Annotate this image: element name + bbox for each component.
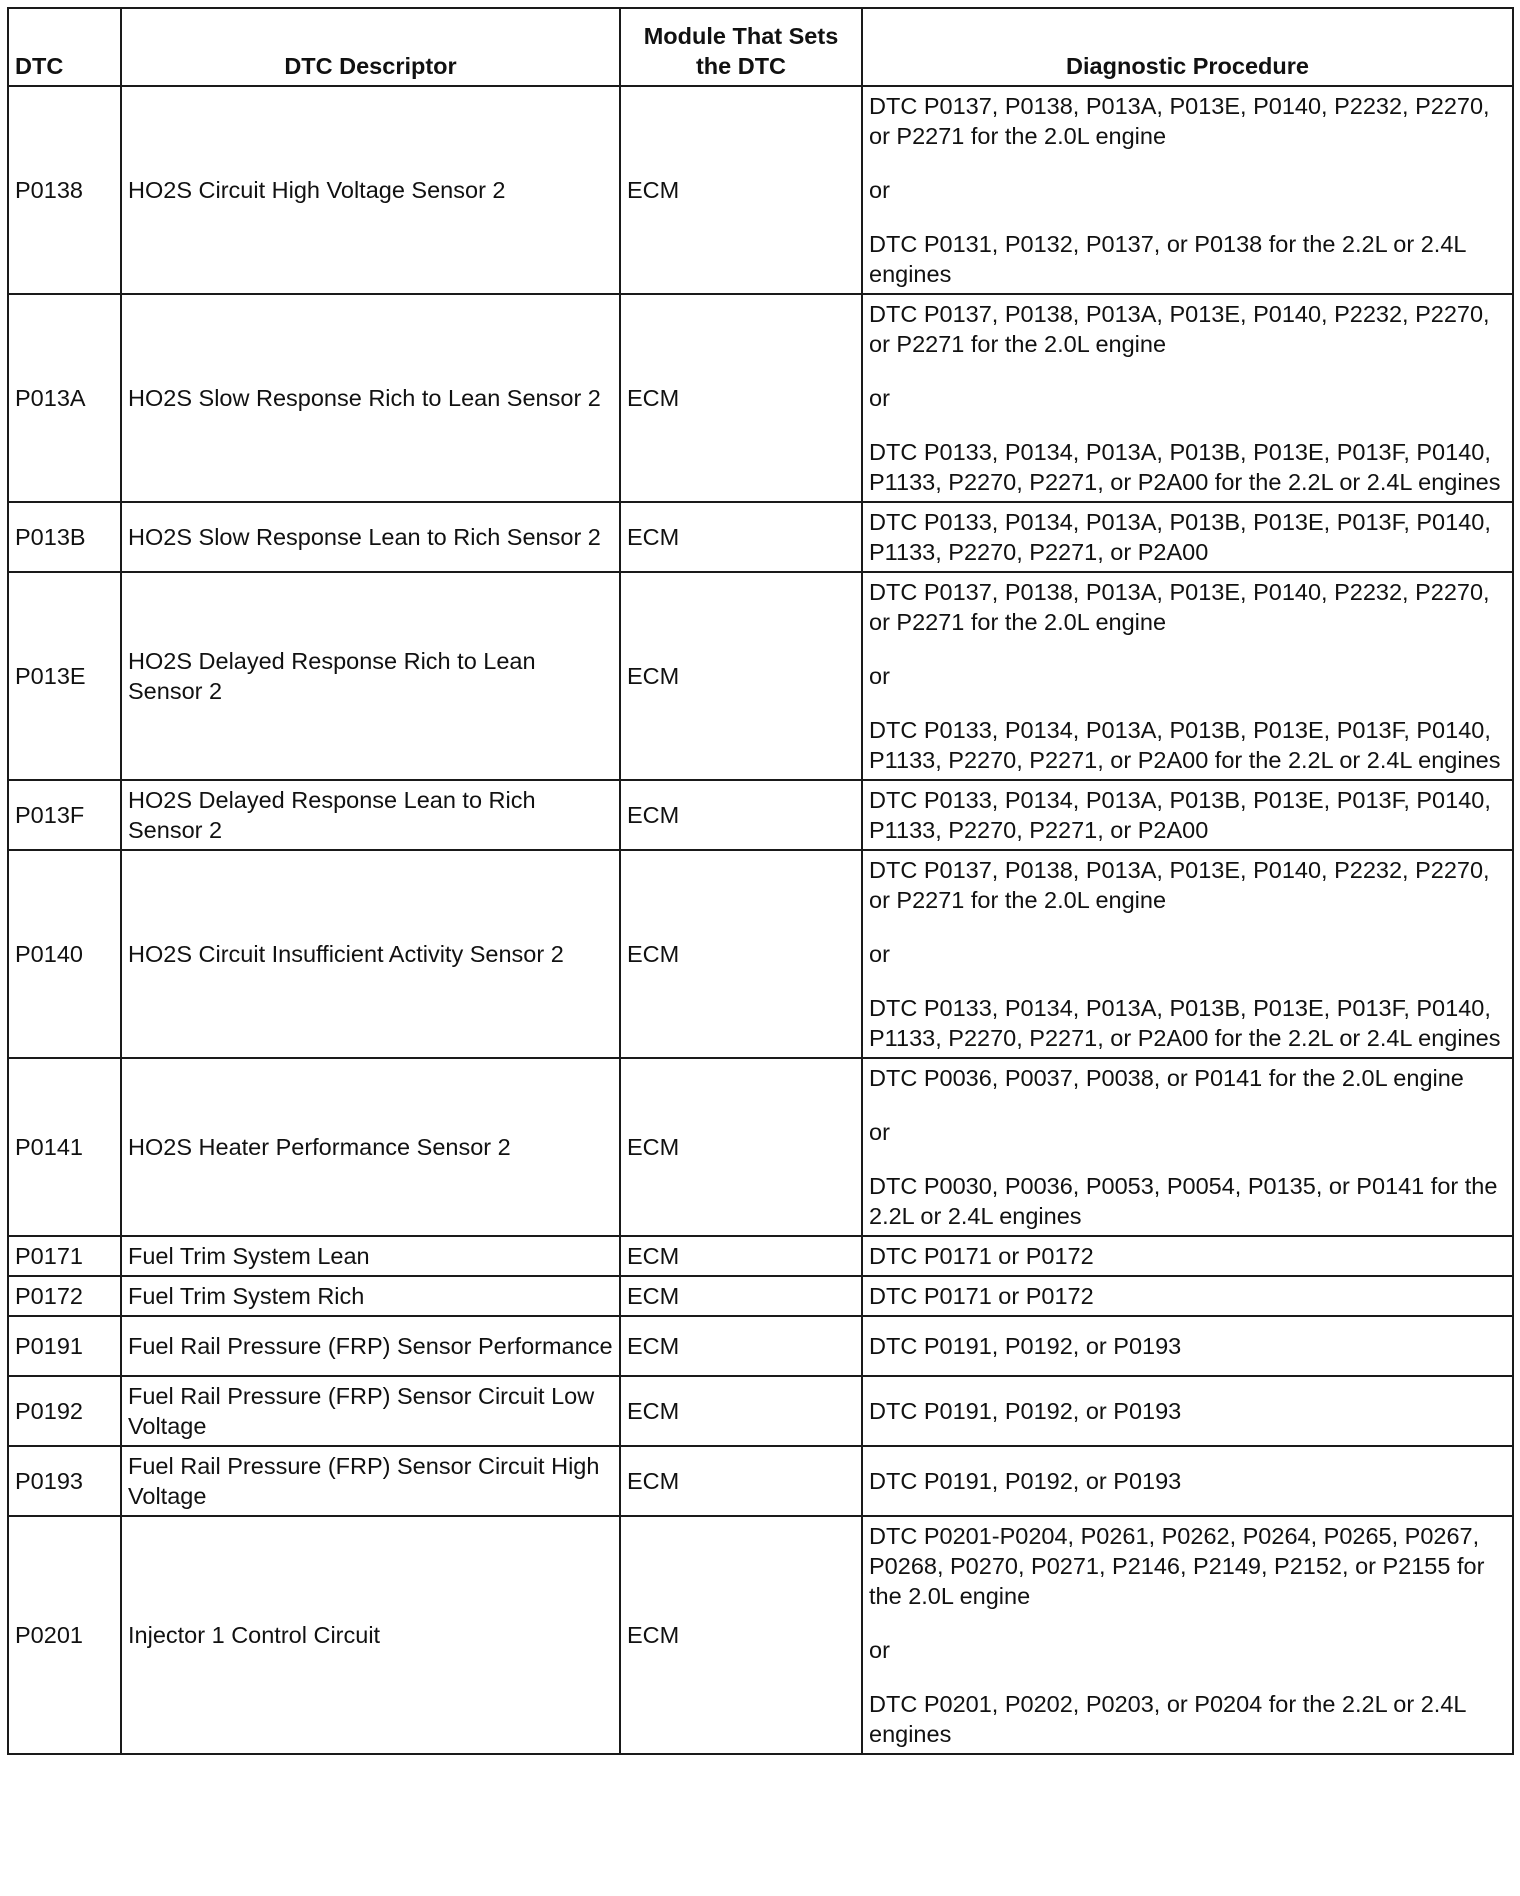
diagnostic-procedure-cell <box>862 1376 1513 1446</box>
table-row <box>8 1316 1513 1376</box>
diagnostic-procedure-cell <box>862 572 1513 780</box>
table-row <box>8 502 1513 572</box>
table-header <box>8 8 1513 86</box>
module-cell: ECM <box>620 780 862 850</box>
header-row <box>8 8 1513 86</box>
procedure-paragraph: DTC P0137, P0138, P013A, P013E, P0140, P2232, P2270, or P2271 for the 2.0L engine <box>869 857 1490 913</box>
dtc-code-cell: P0141 <box>8 1058 121 1236</box>
module-cell: ECM <box>620 294 862 502</box>
dtc-table <box>7 7 1514 1755</box>
header-procedure: Diagnostic Procedure <box>862 8 1513 86</box>
dtc-code-cell: P013E <box>8 572 121 780</box>
dtc-descriptor-cell: Fuel Rail Pressure (FRP) Sensor Performance <box>121 1316 620 1376</box>
dtc-descriptor-cell: Fuel Rail Pressure (FRP) Sensor Circuit High Voltage <box>121 1446 620 1516</box>
diagnostic-procedure-cell <box>862 1058 1513 1236</box>
dtc-code-cell: P0140 <box>8 850 121 1058</box>
diagnostic-procedure-cell <box>862 1316 1513 1376</box>
procedure-paragraph: or <box>869 1637 890 1663</box>
module-cell: ECM <box>620 1376 862 1446</box>
dtc-code-cell: P0192 <box>8 1376 121 1446</box>
dtc-code-cell: P0172 <box>8 1276 121 1316</box>
table-row <box>8 1276 1513 1316</box>
dtc-code-cell: P013A <box>8 294 121 502</box>
procedure-paragraph: DTC P0191, P0192, or P0193 <box>869 1398 1182 1424</box>
module-cell: ECM <box>620 1276 862 1316</box>
dtc-descriptor-cell: HO2S Circuit Insufficient Activity Sensor 2 <box>121 850 620 1058</box>
dtc-descriptor-cell: HO2S Delayed Response Rich to Lean Sensor 2 <box>121 572 620 780</box>
dtc-descriptor-cell: Fuel Trim System Lean <box>121 1236 620 1276</box>
dtc-code-cell: P0193 <box>8 1446 121 1516</box>
diagnostic-procedure-cell <box>862 86 1513 294</box>
module-cell: ECM <box>620 1516 862 1754</box>
header-descriptor: DTC Descriptor <box>121 8 620 86</box>
procedure-paragraph: or <box>869 385 890 411</box>
module-cell: ECM <box>620 86 862 294</box>
table-row <box>8 294 1513 502</box>
dtc-code-cell: P0191 <box>8 1316 121 1376</box>
procedure-paragraph: DTC P0201, P0202, P0203, or P0204 for the 2.2L or 2.4L engines <box>869 1691 1466 1747</box>
diagnostic-procedure-cell <box>862 1236 1513 1276</box>
procedure-paragraph: DTC P0133, P0134, P013A, P013B, P013E, P013F, P0140, P1133, P2270, P2271, or P2A00 for the 2.2L or 2.4L engines <box>869 439 1501 495</box>
procedure-paragraph: DTC P0133, P0134, P013A, P013B, P013E, P013F, P0140, P1133, P2270, P2271, or P2A00 <box>869 509 1491 565</box>
dtc-descriptor-cell: HO2S Circuit High Voltage Sensor 2 <box>121 86 620 294</box>
table-row <box>8 1058 1513 1236</box>
table-row <box>8 850 1513 1058</box>
module-cell: ECM <box>620 572 862 780</box>
table-row <box>8 1516 1513 1754</box>
module-cell: ECM <box>620 850 862 1058</box>
procedure-paragraph: or <box>869 663 890 689</box>
dtc-descriptor-cell: HO2S Heater Performance Sensor 2 <box>121 1058 620 1236</box>
procedure-paragraph: DTC P0201-P0204, P0261, P0262, P0264, P0265, P0267, P0268, P0270, P0271, P2146, P2149, P2152, or P2155 for the 2.0L engine <box>869 1523 1485 1609</box>
procedure-paragraph: DTC P0137, P0138, P013A, P013E, P0140, P2232, P2270, or P2271 for the 2.0L engine <box>869 93 1490 149</box>
procedure-paragraph: or <box>869 177 890 203</box>
procedure-paragraph: DTC P0131, P0132, P0137, or P0138 for the 2.2L or 2.4L engines <box>869 231 1466 287</box>
dtc-descriptor-cell: HO2S Slow Response Rich to Lean Sensor 2 <box>121 294 620 502</box>
diagnostic-procedure-cell <box>862 1446 1513 1516</box>
procedure-paragraph: DTC P0137, P0138, P013A, P013E, P0140, P2232, P2270, or P2271 for the 2.0L engine <box>869 579 1490 635</box>
procedure-paragraph: DTC P0137, P0138, P013A, P013E, P0140, P2232, P2270, or P2271 for the 2.0L engine <box>869 301 1490 357</box>
procedure-paragraph: DTC P0191, P0192, or P0193 <box>869 1333 1182 1359</box>
table-row <box>8 1236 1513 1276</box>
table-row <box>8 1446 1513 1516</box>
dtc-descriptor-cell: Fuel Rail Pressure (FRP) Sensor Circuit Low Voltage <box>121 1376 620 1446</box>
dtc-code-cell: P013B <box>8 502 121 572</box>
dtc-descriptor-cell: HO2S Slow Response Lean to Rich Sensor 2 <box>121 502 620 572</box>
procedure-paragraph: DTC P0171 or P0172 <box>869 1283 1094 1309</box>
table-row <box>8 572 1513 780</box>
diagnostic-procedure-cell <box>862 1516 1513 1754</box>
dtc-descriptor-cell: Fuel Trim System Rich <box>121 1276 620 1316</box>
table-row <box>8 1376 1513 1446</box>
diagnostic-procedure-cell <box>862 502 1513 572</box>
procedure-paragraph: DTC P0191, P0192, or P0193 <box>869 1468 1182 1494</box>
diagnostic-procedure-cell <box>862 850 1513 1058</box>
dtc-descriptor-cell: HO2S Delayed Response Lean to Rich Sensor 2 <box>121 780 620 850</box>
module-cell: ECM <box>620 1058 862 1236</box>
table-row <box>8 86 1513 294</box>
dtc-code-cell: P0138 <box>8 86 121 294</box>
module-cell: ECM <box>620 1316 862 1376</box>
module-cell: ECM <box>620 502 862 572</box>
procedure-paragraph: DTC P0171 or P0172 <box>869 1243 1094 1269</box>
dtc-code-cell: P0171 <box>8 1236 121 1276</box>
procedure-paragraph: DTC P0133, P0134, P013A, P013B, P013E, P013F, P0140, P1133, P2270, P2271, or P2A00 for the 2.2L or 2.4L engines <box>869 717 1501 773</box>
header-module: Module That Sets the DTC <box>620 8 862 86</box>
procedure-paragraph: or <box>869 1119 890 1145</box>
dtc-code-cell: P0201 <box>8 1516 121 1754</box>
diagnostic-procedure-cell <box>862 294 1513 502</box>
procedure-paragraph: or <box>869 941 890 967</box>
dtc-descriptor-cell: Injector 1 Control Circuit <box>121 1516 620 1754</box>
diagnostic-procedure-cell <box>862 780 1513 850</box>
header-dtc: DTC <box>8 8 121 86</box>
diagnostic-procedure-cell <box>862 1276 1513 1316</box>
dtc-code-cell: P013F <box>8 780 121 850</box>
module-cell: ECM <box>620 1446 862 1516</box>
procedure-paragraph: DTC P0133, P0134, P013A, P013B, P013E, P013F, P0140, P1133, P2270, P2271, or P2A00 for the 2.2L or 2.4L engines <box>869 995 1501 1051</box>
module-cell: ECM <box>620 1236 862 1276</box>
table-body <box>8 86 1513 1754</box>
procedure-paragraph: DTC P0133, P0134, P013A, P013B, P013E, P013F, P0140, P1133, P2270, P2271, or P2A00 <box>869 787 1491 843</box>
table-row <box>8 780 1513 850</box>
procedure-paragraph: DTC P0030, P0036, P0053, P0054, P0135, or P0141 for the 2.2L or 2.4L engines <box>869 1173 1498 1229</box>
procedure-paragraph: DTC P0036, P0037, P0038, or P0141 for the 2.0L engine <box>869 1065 1464 1091</box>
